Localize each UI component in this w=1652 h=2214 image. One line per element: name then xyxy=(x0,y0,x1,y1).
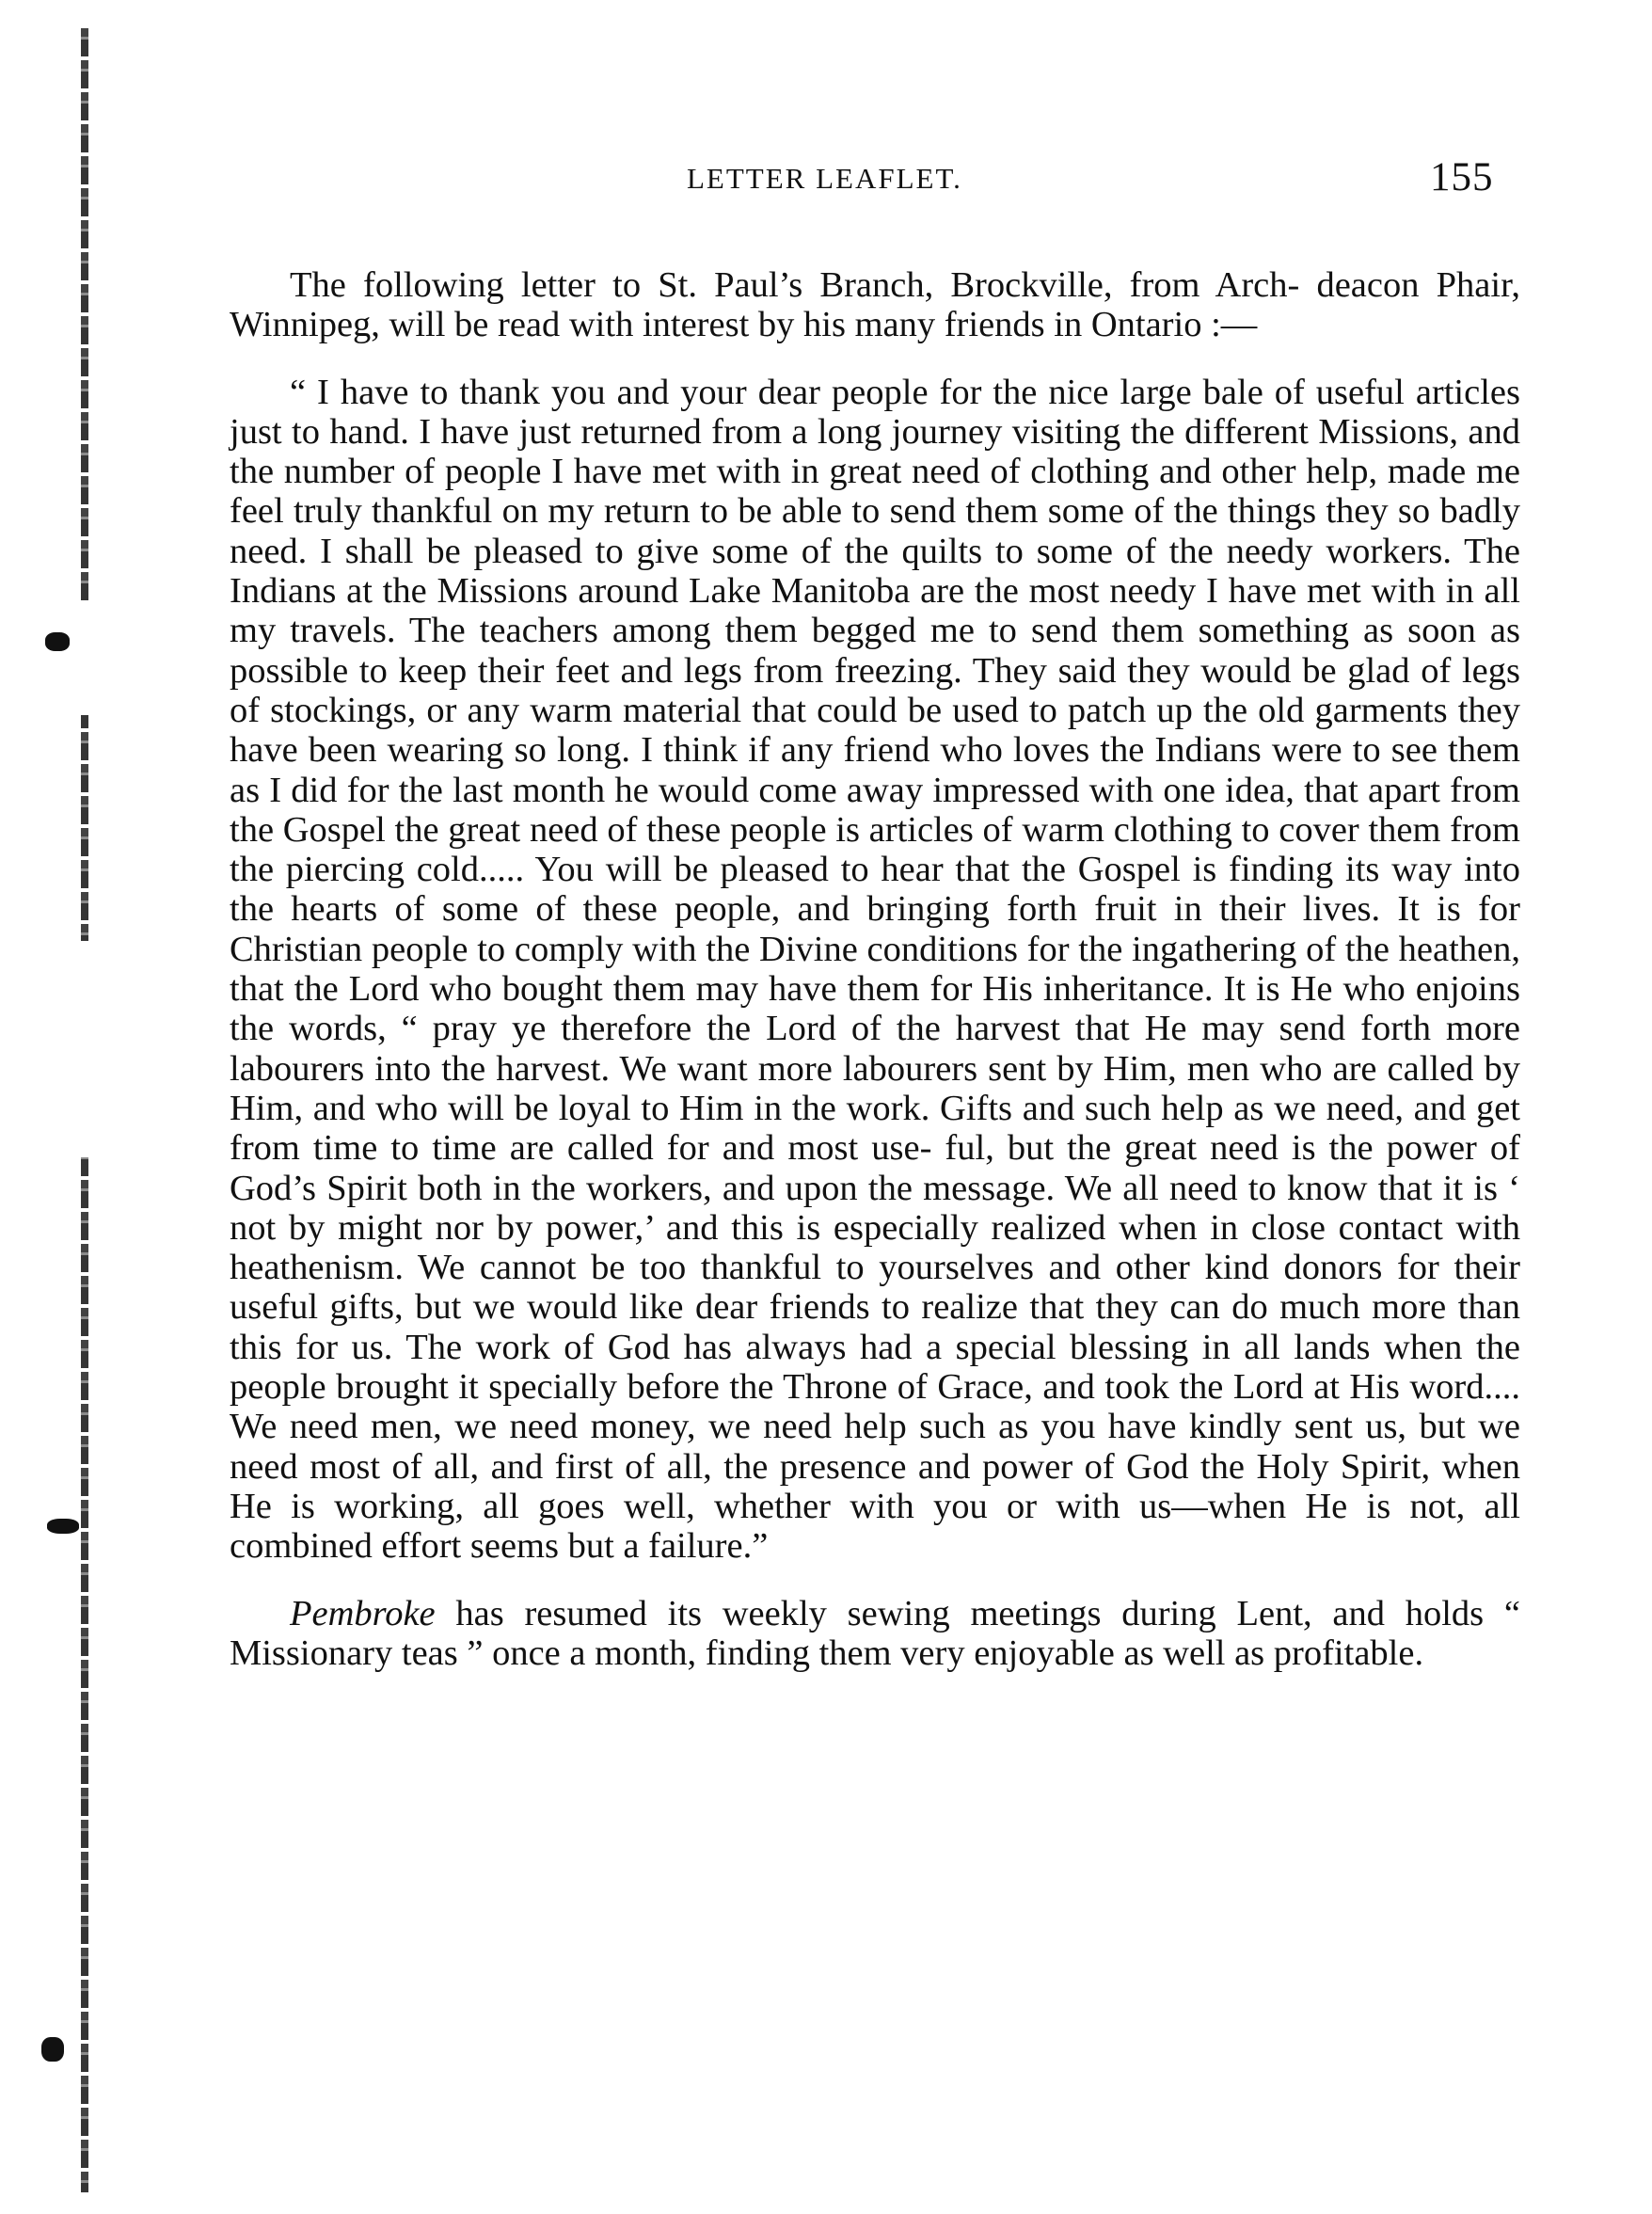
running-head: LETTER LEAFLET. xyxy=(687,162,962,195)
letter-paragraph: “ I have to thank you and your dear people for the nice large bale of useful articles just to hand. I have just returned from a long journey visiting the different Missions, and the number of people I have met with in great need of clothing and other help, made me feel truly thankful on my return to be able to send them some of the things they so badly need. I shall be pleased to give some of the quilts to some of the needy workers. The Indians at the Missions around Lake Manitoba are the most needy I have met with in all my travels. The teachers among them begged me to send them something as soon as possible to keep their feet and legs from freezing. They said they would be glad of legs of stockings, or any warm material that could be used to patch up the old garments they have been wearing so long. I think if any friend who loves the Indians were to see them as I did for the last month he would come away impressed with one idea, that apart from the Gospel the great need of these people is articles of warm clothing to cover them from the piercing cold..... You will be pleased to hear that the Gospel is finding its way into the hearts of some of these people, and bringing forth fruit in their lives. It is for Christian people to comply with the Divine conditions for the ingathering of the heathen, that the Lord who bought them may have them for His inheritance. It is He who enjoins the words, “ pray ye therefore the Lord of the harvest that He may send forth more labourers into the harvest. We want more labourers sent by Him, men who are called by Him, and who will be loyal to Him in the work. Gifts and such help as we need, and get from time to time are called for and most use- ful, but the great need is the power of God’s Spirit both in the workers, and upon the message. We all need to know that it is ‘ not by might nor by power,’ and this is especially realized when in close contact with heathenism. We cannot be too thankful to yourselves and other kind donors for their useful gifts, but we would like dear friends to realize that they can do much more than this for us. The work of God has always had a special blessing in all lands when the people brought it specially before the Throne of Grace, and took the Lord at His word.... We need men, we need money, we need help such as you have kindly sent us, but we need most of all, and first of all, the presence and power of God the Holy Spirit, when He is working, all goes well, whether with you or with us—when He is not, all combined effort seems but a failure.” xyxy=(230,372,1520,1567)
pembroke-text: has resumed its weekly sewing meetings during Lent, and holds “ Missionary teas ” once a month, finding them very enjoyable as well as profitable. xyxy=(230,1593,1520,1673)
intro-paragraph: The following letter to St. Paul’s Branch, Brockville, from Arch- deacon Phair, Winnipeg, will be read with interest by his many friends in Ontario :— xyxy=(230,265,1520,345)
page-header xyxy=(226,155,1543,205)
pembroke-paragraph xyxy=(230,1594,1520,1674)
page-number: 155 xyxy=(1430,155,1494,199)
ink-smudge xyxy=(45,632,70,651)
ink-smudge xyxy=(41,2037,64,2062)
scan-edge-gap xyxy=(75,602,94,715)
branch-name: Pembroke xyxy=(290,1593,436,1633)
body-text xyxy=(230,265,1520,1673)
ink-smudge xyxy=(47,1519,79,1534)
scan-edge-gap xyxy=(75,941,94,1157)
